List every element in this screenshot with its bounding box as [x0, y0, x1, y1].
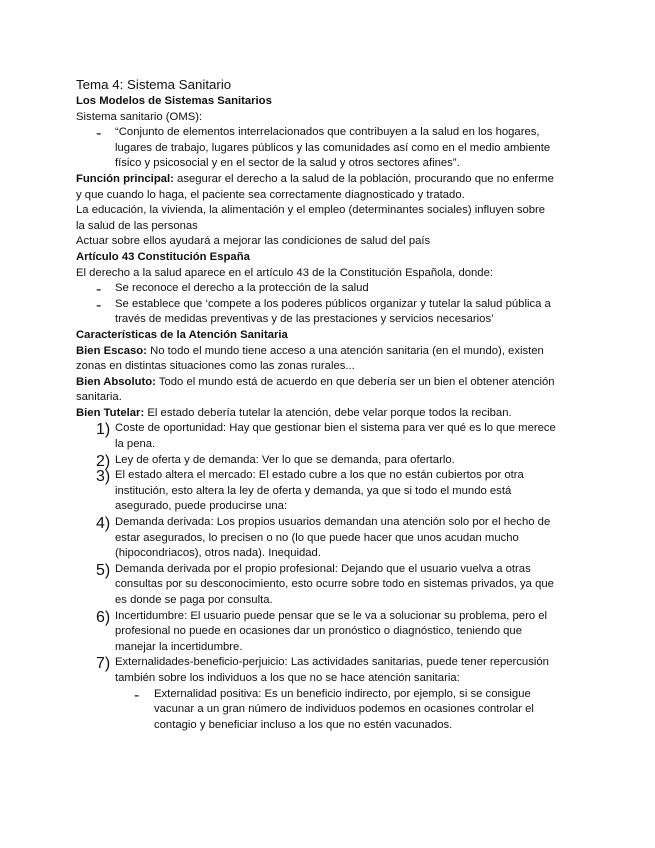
- oms-quote-line: “Conjunto de elementos interrelacionados que contribuyen a la salud en los hogares,: [115, 126, 540, 139]
- escaso-text-line: zonas en distintas situaciones como las zonas rurales...: [76, 360, 355, 373]
- list-number: 1): [96, 421, 111, 439]
- numbered-item-line: institución, esto altera la ley de oferta y demanda, ya que si todo el mundo está: [115, 484, 512, 497]
- numbered-item-line: Incertidumbre: El usuario puede pensar que se le va a solucionar su problema, pero el: [115, 609, 548, 622]
- numbered-item: [76, 453, 576, 469]
- tutelar-text: El estado debería tutelar la atención, debe velar porque todos la reciban.: [144, 406, 512, 419]
- absoluto-text-line: sanitaria.: [76, 391, 122, 404]
- numbered-item-line: manejar la incertidumbre.: [115, 640, 243, 653]
- tutelar-paragraph: [76, 406, 576, 422]
- funcion-text: asegurar el derecho a la salud de la población, procurando que no enferme: [173, 172, 554, 185]
- oms-label: Sistema sanitario (OMS):: [76, 110, 203, 123]
- sub-item: [76, 687, 576, 734]
- page-title: Tema 4: Sistema Sanitario: [76, 77, 232, 92]
- articulo-item: [76, 297, 576, 328]
- list-marker: -: [96, 125, 102, 143]
- tutelar-label: Bien Tutelar:: [76, 406, 145, 419]
- numbered-item-line: asegurado, puede producirse una:: [115, 500, 288, 513]
- absoluto-text: Todo el mundo está de acuerdo en que debería ser un bien el obtener atención: [155, 375, 555, 388]
- numbered-item-line: es donde se paga por consulta.: [115, 594, 273, 606]
- escaso-label: Bien Escaso:: [76, 344, 147, 357]
- list-marker: -: [96, 281, 102, 299]
- list-number: 2): [96, 452, 111, 470]
- funcion-text-line: y que cuando lo haga, el paciente sea correctamente diagnosticado y tratado.: [76, 188, 465, 201]
- articulo-item: [76, 281, 576, 297]
- numbered-item-line: (hipocondriacos), otros nada). Inequidad.: [115, 547, 321, 560]
- list-number: 6): [96, 608, 111, 626]
- numbered-item-line: también sobre los individuos a los que no se hace atención sanitaria:: [115, 671, 460, 684]
- articulo-item-line: Se reconoce el derecho a la protección de la salud: [115, 282, 369, 295]
- escaso-text: No todo el mundo tiene acceso a una atención sanitaria (en el mundo), existen: [146, 344, 544, 357]
- actuar-line: Actuar sobre ellos ayudará a mejorar las condiciones de salud del país: [76, 235, 431, 248]
- articulo-intro: El derecho a la salud aparece en el artículo 43 de la Constitución Española, donde:: [76, 266, 494, 279]
- numbered-item-line: Coste de oportunidad: Hay que gestionar bien el sistema para ver qué es lo que merece: [115, 422, 556, 435]
- funcion-paragraph: [76, 172, 576, 188]
- funcion-label: Función principal:: [76, 172, 174, 185]
- educacion-line: la salud de las personas: [76, 219, 198, 232]
- oms-quote-line: físico y psicosocial y en el sector de la salud y otros sectores afines”.: [115, 157, 460, 170]
- oms-quote-line: lugares de trabajo, lugares públicos y las comunidades así como en el medio ambiente: [115, 141, 551, 154]
- oms-quote-item: [76, 125, 576, 172]
- heading-caracteristicas: Características de la Atención Sanitaria: [76, 328, 288, 341]
- numbered-item-line: estar asegurados, lo precisen o no (lo que puede hacer que unos acudan mucho: [115, 531, 519, 544]
- numbered-item-line: Externalidades-beneficio-perjuicio: Las actividades sanitarias, puede tener repercusión: [115, 656, 549, 669]
- numbered-item: [76, 609, 576, 656]
- document-page: [76, 76, 576, 733]
- articulo-item-line: Se establece que ‘compete a los poderes públicos organizar y tutelar la salud pública a: [115, 297, 551, 310]
- numbered-item-line: profesional no puede en ocasiones dar un pronóstico o diagnóstico, teniendo que: [115, 625, 522, 638]
- numbered-item-line: Demanda derivada por el propio profesional: Dejando que el usuario vuelva a otras: [115, 562, 531, 575]
- sub-item-line: contagio y beneficiar incluso a los que no estén vacunados.: [154, 718, 453, 731]
- heading-articulo: Artículo 43 Constitución España: [76, 250, 250, 263]
- numbered-item: [76, 655, 576, 686]
- list-number: 5): [96, 561, 111, 579]
- list-marker: -: [96, 296, 102, 314]
- numbered-item-line: El estado altera el mercado: El estado cubre a los que no están cubiertos por otra: [115, 469, 524, 482]
- list-number: 4): [96, 515, 111, 533]
- articulo-item-line: través de medidas preventivas y de las prestaciones y servicios necesarios’: [115, 313, 494, 326]
- numbered-item-line: Demanda derivada: Los propios usuarios demandan una atención solo por el hecho de: [115, 516, 551, 529]
- numbered-item: [76, 562, 576, 609]
- numbered-item-line: Ley de oferta y de demanda: Ver lo que se demanda, para ofertarlo.: [115, 453, 455, 466]
- absoluto-label: Bien Absoluto:: [76, 375, 156, 388]
- heading-modelos: Los Modelos de Sistemas Sanitarios: [76, 95, 272, 107]
- numbered-item: [76, 468, 576, 515]
- numbered-item-line: la pena.: [115, 438, 156, 451]
- absoluto-paragraph: [76, 375, 576, 391]
- numbered-item-line: consultas por su desconocimiento, esto ocurre sobre todo en sistemas privados, ya que: [115, 578, 554, 591]
- numbered-item: [76, 421, 576, 452]
- sub-item-line: Externalidad positiva: Es un beneficio indirecto, por ejemplo, si se consigue: [154, 687, 531, 700]
- list-number: 3): [96, 468, 111, 486]
- educacion-line: La educación, la vivienda, la alimentación y el empleo (determinantes sociales) influyen sobre: [76, 204, 546, 217]
- numbered-item: [76, 515, 576, 562]
- escaso-paragraph: [76, 344, 576, 360]
- sub-item-line: vacunar a un gran número de individuos podemos en ocasiones controlar el: [154, 703, 534, 716]
- list-marker: -: [134, 686, 140, 704]
- list-number: 7): [96, 655, 111, 673]
